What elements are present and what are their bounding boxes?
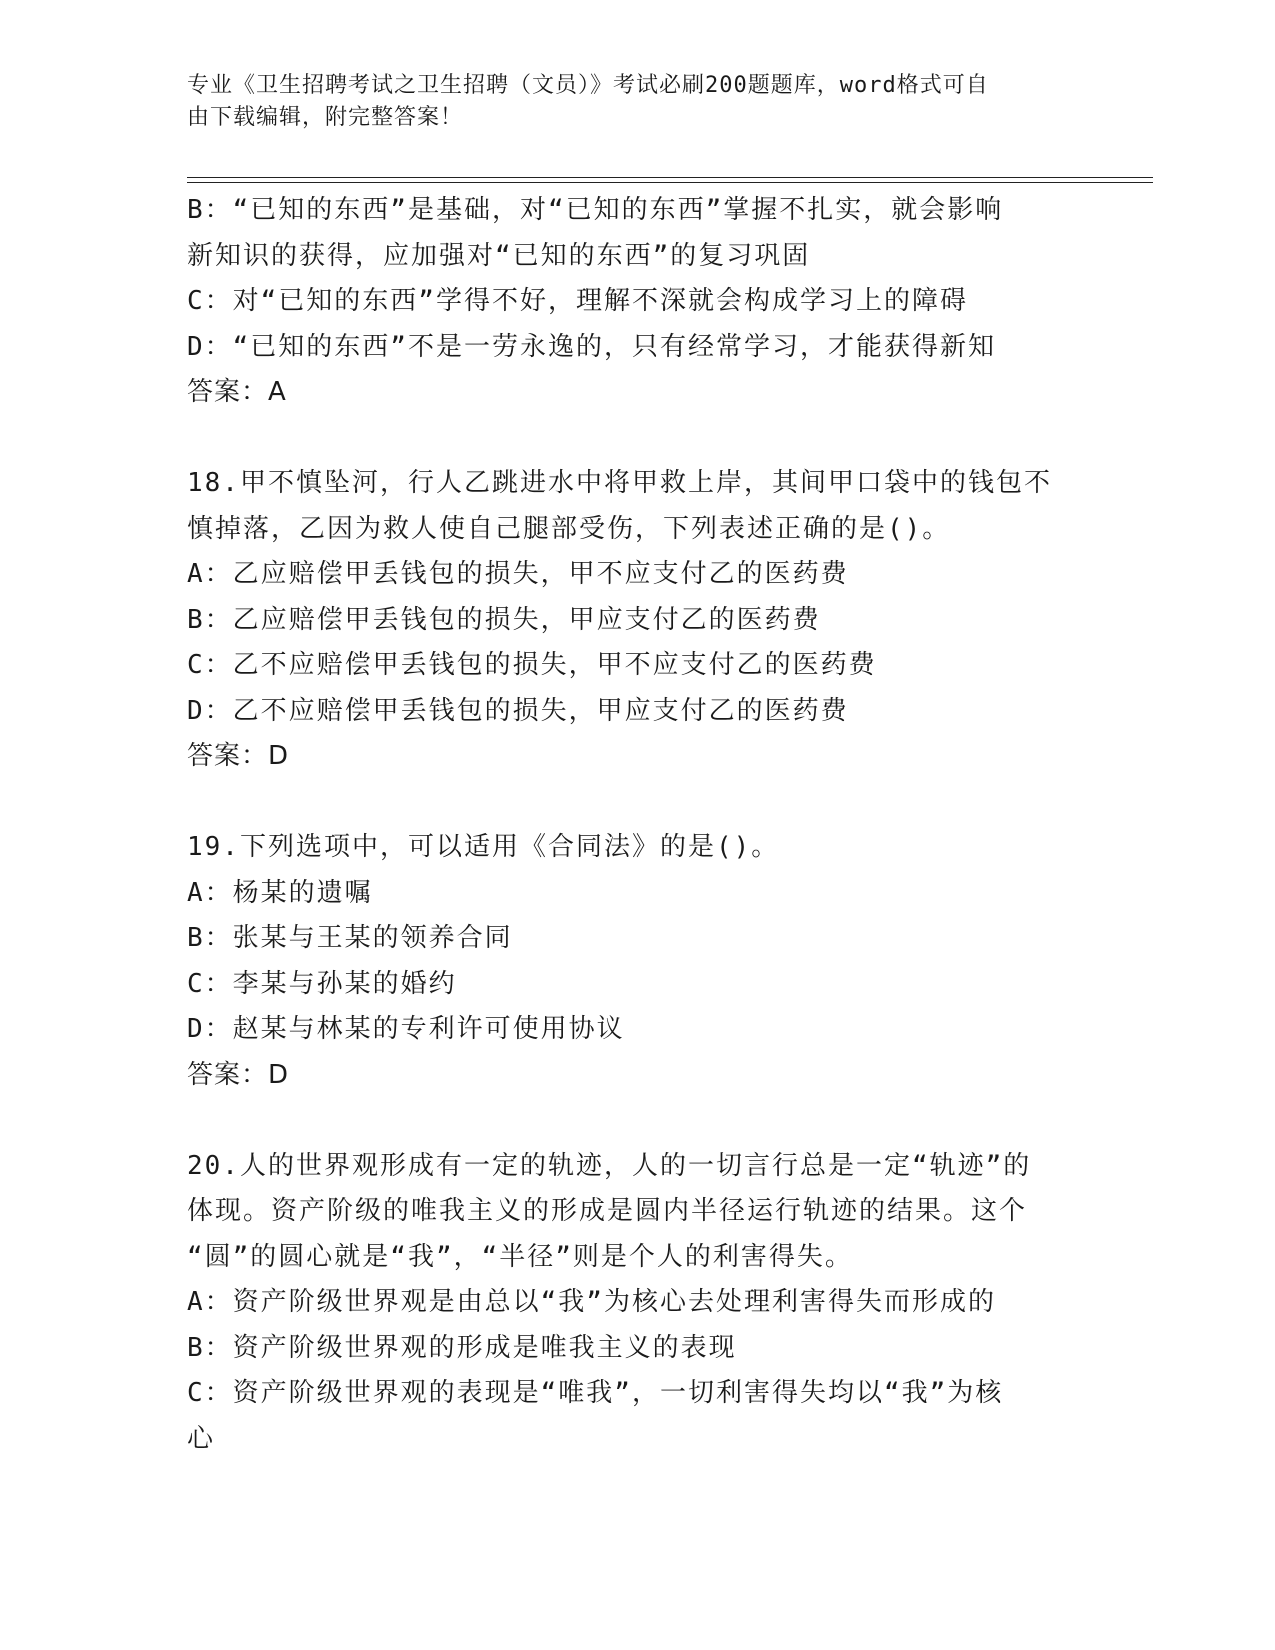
question-19	[187, 825, 1087, 1098]
q20-option-c-line-2: 心	[187, 1423, 216, 1454]
q18-option-d: D：乙不应赔偿甲丢钱包的损失，甲应支付乙的医药费	[187, 695, 849, 726]
q18-option-b: B：乙应赔偿甲丢钱包的损失，甲应支付乙的医药费	[187, 604, 821, 635]
q17-option-d: D：“已知的东西”不是一劳永逸的，只有经常学习，才能获得新知	[187, 331, 996, 362]
spacer	[187, 780, 1087, 826]
q18-option-a: A：乙应赔偿甲丢钱包的损失，甲不应支付乙的医药费	[187, 559, 849, 589]
q18-option-c: C：乙不应赔偿甲丢钱包的损失，甲不应支付乙的医药费	[187, 650, 877, 680]
q18-stem-line-1: 18.甲不慎坠河，行人乙跳进水中将甲救上岸，其间甲口袋中的钱包不	[187, 468, 1052, 498]
q18-answer: 答案：D	[187, 741, 290, 771]
q20-stem-line-3: “圆”的圆心就是“我”，“半径”则是个人的利害得失。	[187, 1241, 853, 1272]
q19-stem: 19.下列选项中，可以适用《合同法》的是()。	[187, 832, 780, 862]
q17-option-c: C：对“已知的东西”学得不好，理解不深就会构成学习上的障碍	[187, 286, 968, 316]
q20-option-b: B：资产阶级世界观的形成是唯我主义的表现	[187, 1332, 737, 1363]
q20-option-c-line-1: C：资产阶级世界观的表现是“唯我”，一切利害得失均以“我”为核	[187, 1378, 1004, 1408]
header-line-2: 由下载编辑，附完整答案！	[187, 105, 464, 130]
spacer	[187, 416, 1087, 462]
document-header	[187, 70, 1077, 134]
q19-option-b: B：张某与王某的领养合同	[187, 923, 513, 953]
q19-option-d: D：赵某与林某的专利许可使用协议	[187, 1014, 625, 1044]
q19-option-a: A：杨某的遗嘱	[187, 877, 373, 908]
q20-stem-line-2: 体现。资产阶级的唯我主义的形成是圆内半径运行轨迹的结果。这个	[187, 1196, 1028, 1226]
question-list	[187, 188, 1087, 1462]
spacer	[187, 1098, 1087, 1144]
question-20	[187, 1144, 1087, 1463]
header-line-1: 专业《卫生招聘考试之卫生招聘（文员）》考试必刷200题题库，word格式可自	[187, 73, 989, 98]
q20-option-a: A：资产阶级世界观是由总以“我”为核心去处理利害得失而形成的	[187, 1287, 996, 1317]
q17-answer: 答案：A	[187, 377, 287, 407]
header-rule-bottom	[187, 182, 1153, 183]
q18-stem-line-2: 慎掉落，乙因为救人使自己腿部受伤，下列表述正确的是()。	[187, 513, 951, 544]
question-18	[187, 461, 1087, 780]
q17-option-b-line-1: B：“已知的东西”是基础，对“已知的东西”掌握不扎实，就会影响	[187, 195, 1004, 225]
q19-answer: 答案：D	[187, 1059, 290, 1090]
q17-option-b-line-2: 新知识的获得，应加强对“已知的东西”的复习巩固	[187, 240, 811, 271]
header-rule-top	[187, 177, 1153, 178]
question-17	[187, 188, 1087, 416]
q20-stem-line-1: 20.人的世界观形成有一定的轨迹，人的一切言行总是一定“轨迹”的	[187, 1150, 1032, 1181]
q19-option-c: C：李某与孙某的婚约	[187, 968, 457, 999]
